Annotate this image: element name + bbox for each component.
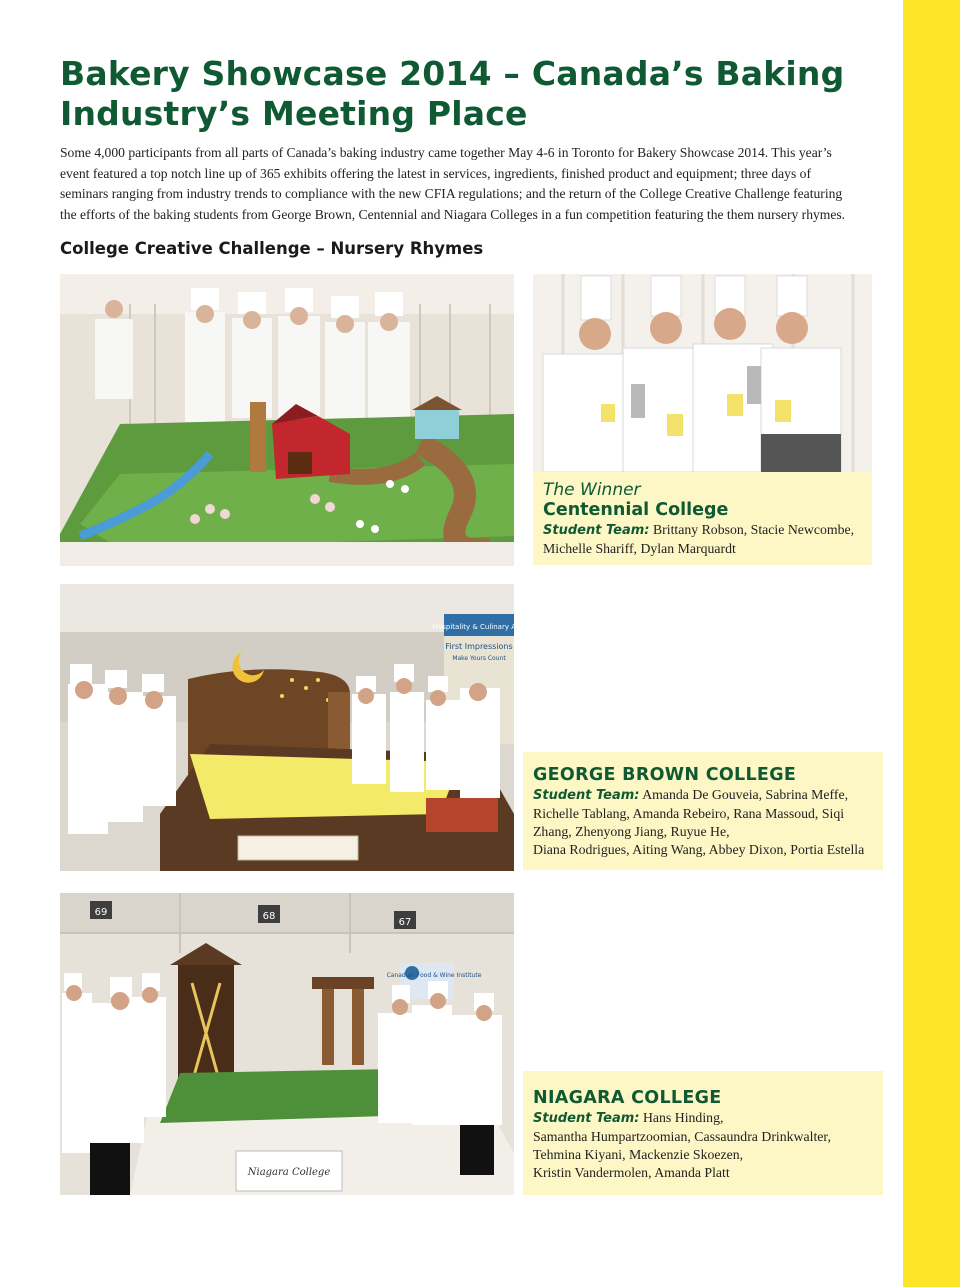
team-members: Michelle Shariff, Dylan Marquardt [543, 541, 736, 556]
winner-kicker: The Winner [543, 480, 641, 500]
intro-paragraph [60, 143, 875, 225]
team-members: Zhang, Zhenyong Jiang, Ruyue He, [533, 824, 730, 839]
niagara-place-card-text: Niagara College [247, 1167, 331, 1178]
intro-line: the efforts of the baking students from George Brown, Centennial and Niagara Colleges in a fun competition featuring the them nursery rhymes. [60, 206, 846, 222]
farm-display-illustration [60, 274, 514, 566]
section-heading: College Creative Challenge – Nursery Rhymes [60, 239, 484, 258]
george-brown-caption-box [523, 752, 883, 870]
team-members: Richelle Tablang, Amanda Rebeiro, Rana Massoud, Siqi [533, 806, 845, 821]
winner-team-line [543, 521, 865, 540]
winner-college-name: Centennial College [543, 500, 729, 520]
title-line-2: Industry’s Meeting Place [60, 94, 528, 133]
institute-banner-text: Canadian Food & Wine Institute [386, 972, 482, 979]
team-label: Student Team: [533, 1111, 640, 1126]
george-brown-college-name: GEORGE BROWN COLLEGE [533, 765, 797, 785]
george-brown-illustration [60, 584, 526, 871]
winners-illustration [533, 274, 872, 472]
team-members: Samantha Humpartzoomian, Cassaundra Drinkwalter, [533, 1129, 831, 1144]
hall-sign-text: 68 [262, 911, 276, 922]
centennial-farm-display-photo [60, 274, 514, 566]
niagara-caption-box [523, 1071, 883, 1195]
niagara-college-name: NIAGARA COLLEGE [533, 1088, 722, 1108]
team-members: Amanda De Gouveia, Sabrina Meffe, [642, 787, 849, 802]
team-members: Diana Rodrigues, Aiting Wang, Abbey Dixon, Portia Estella [533, 842, 865, 857]
team-label: Student Team: [543, 523, 650, 538]
booth-banner-text: First Impressions [445, 642, 513, 651]
booth-banner-text: Hospitality & Culinary Arts [432, 623, 526, 631]
hall-sign-text: 67 [398, 917, 412, 928]
hall-sign-text: 69 [94, 907, 108, 918]
title-line-1: Bakery Showcase 2014 – Canada’s Baking [60, 54, 845, 93]
george-brown-display-photo [60, 584, 526, 871]
team-members: Brittany Robson, Stacie Newcombe, [652, 522, 855, 537]
team-label: Student Team: [533, 788, 640, 803]
page-title [60, 54, 890, 134]
centennial-winners-photo [533, 274, 872, 472]
intro-line: Some 4,000 participants from all parts of Canada’s baking industry came together May 4-6 in Toronto for Bakery Showcase 2014. This year’s [60, 145, 832, 160]
yellow-side-band [903, 0, 960, 1287]
niagara-team-line [533, 1109, 878, 1128]
booth-banner-text: Make Yours Count [452, 655, 506, 662]
niagara-display-photo [60, 893, 514, 1195]
team-members: Hans Hinding, [642, 1110, 724, 1125]
winner-caption-box [533, 472, 872, 565]
team-members: Kristin Vandermolen, Amanda Platt [533, 1165, 730, 1180]
intro-line: seminars ranging from industry trends to compliance with the new CFIA regulations; and the return of the College Creative Challenge featuring [60, 186, 843, 201]
george-brown-team-line [533, 786, 878, 805]
intro-line: event featured a top notch line up of 365 exhibits offering the latest in services, ingredients, finished product and equipment; three days of [60, 165, 811, 181]
niagara-illustration [60, 893, 514, 1195]
team-members: Tehmina Kiyani, Mackenzie Skoezen, [533, 1147, 744, 1162]
